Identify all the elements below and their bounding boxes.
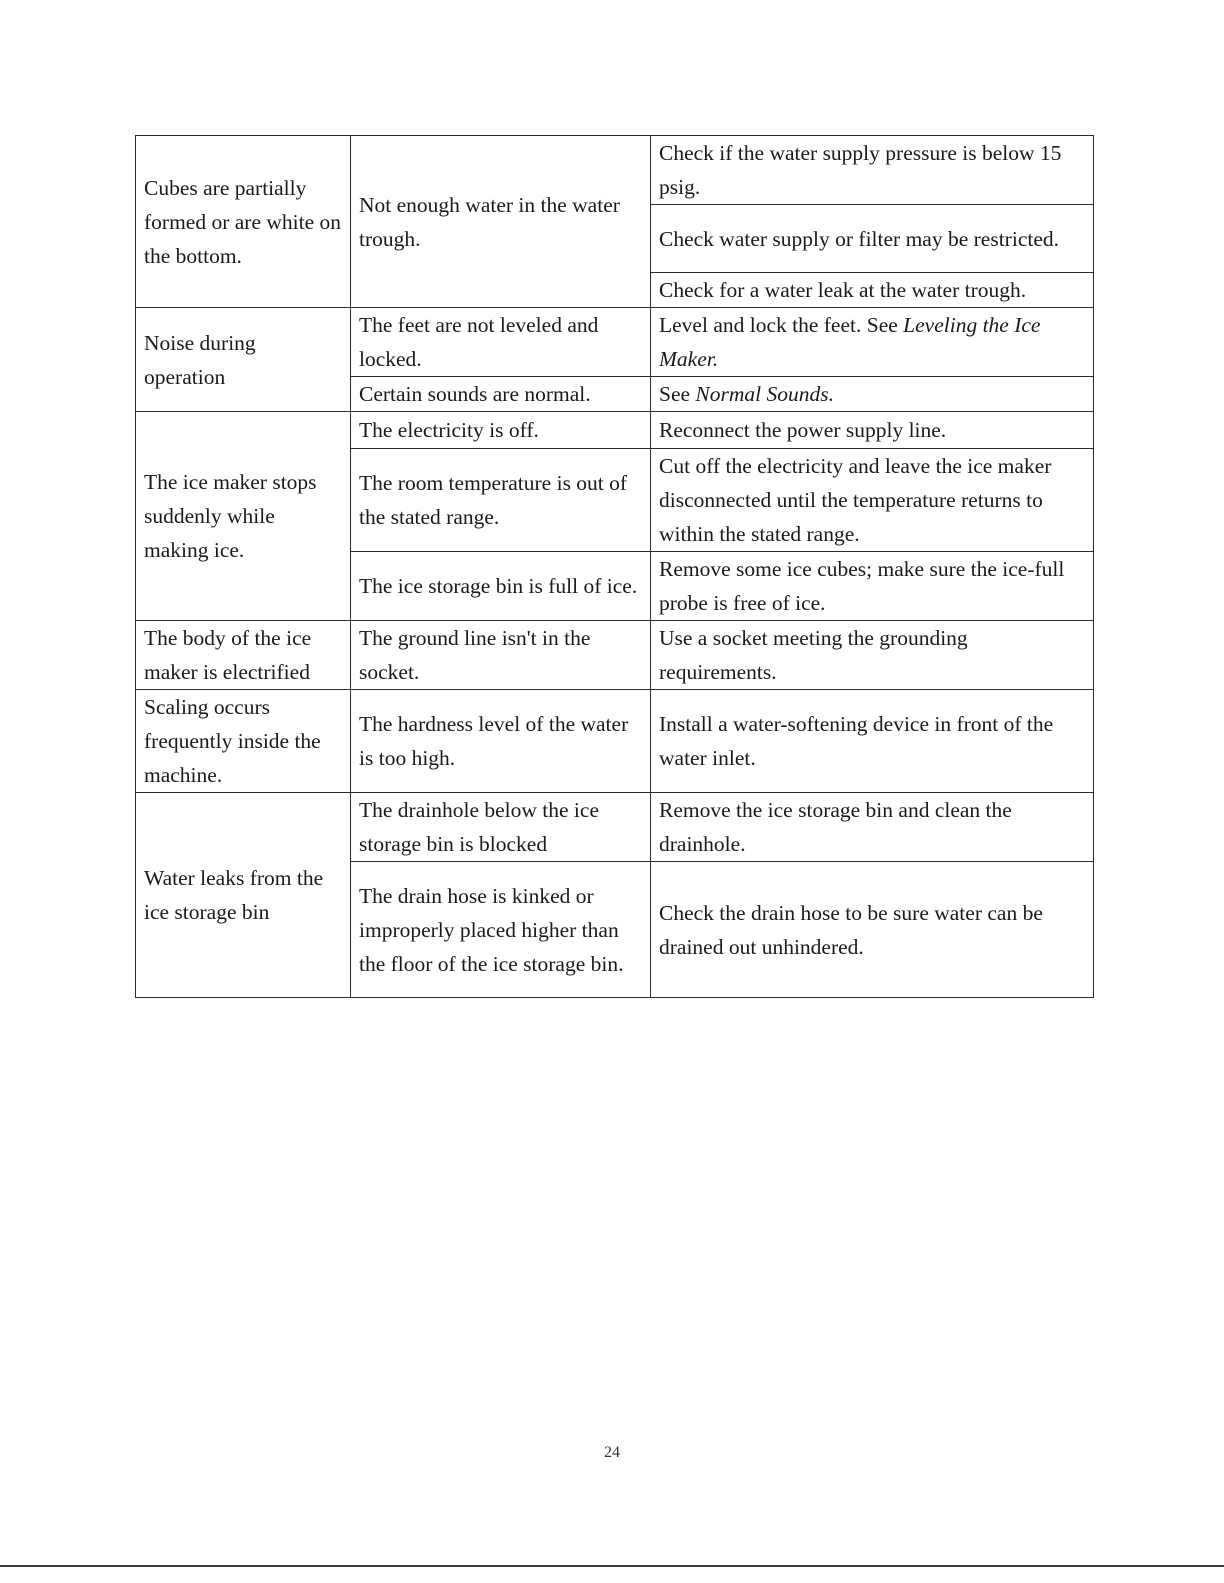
table-row bbox=[136, 621, 1094, 690]
problem-cell: Noise during operation bbox=[136, 308, 351, 412]
solution-cell: Remove the ice storage bin and clean the drainhole. bbox=[651, 793, 1094, 862]
solution-cell: Cut off the electricity and leave the ice maker disconnected until the temperature returns to within the stated range. bbox=[651, 449, 1094, 552]
solution-cell bbox=[651, 308, 1094, 377]
solution-text: See bbox=[659, 382, 696, 406]
table-row bbox=[136, 793, 1094, 862]
solution-cell bbox=[651, 377, 1094, 412]
solution-cell: Check for a water leak at the water trough. bbox=[651, 273, 1094, 308]
cause-cell: Not enough water in the water trough. bbox=[351, 136, 651, 308]
problem-cell: Water leaks from the ice storage bin bbox=[136, 793, 351, 998]
solution-cell: Remove some ice cubes; make sure the ice-full probe is free of ice. bbox=[651, 552, 1094, 621]
solution-cell: Install a water-softening device in front of the water inlet. bbox=[651, 690, 1094, 793]
solution-reference: Leveling the Ice Maker. bbox=[659, 313, 1041, 371]
table-row bbox=[136, 412, 1094, 449]
solution-text: Level and lock the feet. See bbox=[659, 313, 904, 337]
problem-cell: Cubes are partially formed or are white on the bottom. bbox=[136, 136, 351, 308]
cause-cell: The ice storage bin is full of ice. bbox=[351, 552, 651, 621]
table-row bbox=[136, 690, 1094, 793]
table-row bbox=[136, 308, 1094, 377]
problem-cell: The body of the ice maker is electrified bbox=[136, 621, 351, 690]
solution-cell: Check water supply or filter may be restricted. bbox=[651, 205, 1094, 273]
solution-reference: Normal Sounds. bbox=[695, 382, 834, 406]
cause-cell: The electricity is off. bbox=[351, 412, 651, 449]
cause-cell: The drainhole below the ice storage bin is blocked bbox=[351, 793, 651, 862]
page-number: 24 bbox=[604, 1444, 620, 1461]
cause-cell: The hardness level of the water is too high. bbox=[351, 690, 651, 793]
solution-cell: Check the drain hose to be sure water can be drained out unhindered. bbox=[651, 862, 1094, 998]
problem-cell: Scaling occurs frequently inside the machine. bbox=[136, 690, 351, 793]
cause-cell: The drain hose is kinked or improperly placed higher than the floor of the ice storage bin. bbox=[351, 862, 651, 998]
solution-cell: Check if the water supply pressure is below 15 psig. bbox=[651, 136, 1094, 205]
cause-cell: The ground line isn't in the socket. bbox=[351, 621, 651, 690]
cause-cell: The feet are not leveled and locked. bbox=[351, 308, 651, 377]
cause-cell: The room temperature is out of the stated range. bbox=[351, 449, 651, 552]
solution-cell: Use a socket meeting the grounding requirements. bbox=[651, 621, 1094, 690]
troubleshooting-table bbox=[135, 135, 1094, 998]
problem-cell: The ice maker stops suddenly while making ice. bbox=[136, 412, 351, 621]
page-bottom-divider bbox=[0, 1565, 1224, 1567]
table-row bbox=[136, 136, 1094, 205]
solution-cell: Reconnect the power supply line. bbox=[651, 412, 1094, 449]
cause-cell: Certain sounds are normal. bbox=[351, 377, 651, 412]
